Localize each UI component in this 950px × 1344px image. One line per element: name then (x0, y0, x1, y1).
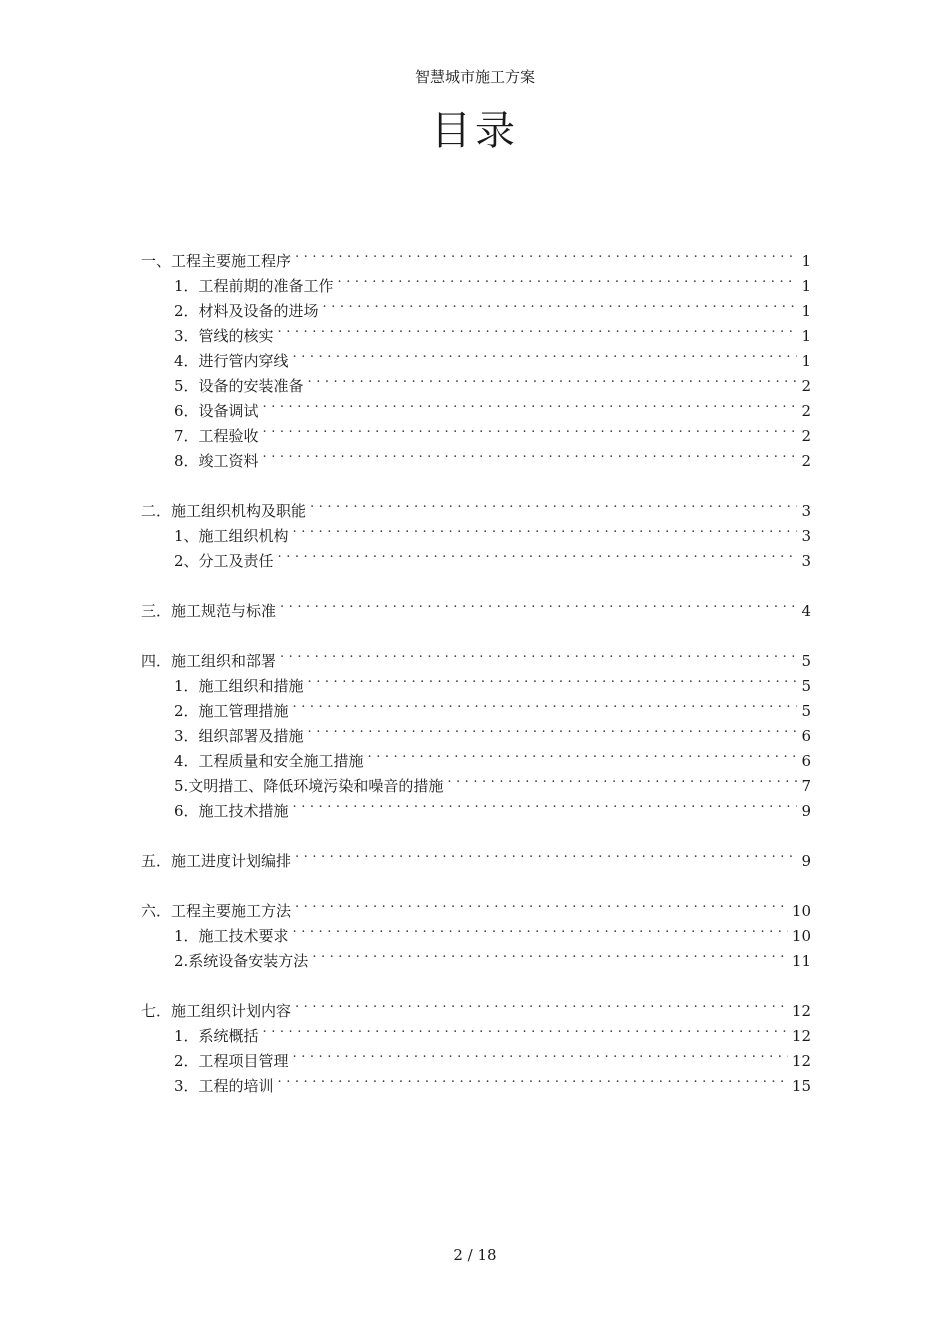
toc-entry-label: 2．施工管理措施 (174, 702, 289, 720)
dot-leader (293, 341, 797, 366)
toc-page-number: 3 (801, 502, 811, 520)
toc-section-heading[interactable] (141, 491, 811, 520)
toc-entry-label: 二．施工组织机构及职能 (141, 502, 307, 520)
toc-entry-label: 8．竣工资料 (174, 452, 259, 470)
dot-leader (310, 491, 797, 516)
dot-leader (338, 266, 797, 291)
toc-section (141, 591, 811, 620)
dot-leader (312, 941, 788, 966)
toc-page-number: 4 (801, 602, 811, 620)
toc-entry-label: 六．工程主要施工方法 (141, 902, 292, 920)
toc-page-number: 1 (801, 352, 811, 370)
toc-page-number: 5 (801, 652, 811, 670)
toc-section (141, 991, 811, 1095)
dot-leader (295, 891, 788, 916)
toc-section-heading[interactable] (141, 241, 811, 270)
toc-section (141, 641, 811, 820)
dot-leader (263, 416, 797, 441)
toc-entry-label: 1．施工技术要求 (174, 927, 289, 945)
toc-section (141, 841, 811, 870)
dot-leader (293, 691, 797, 716)
toc-entry-label: 3．组织部署及措施 (174, 727, 304, 745)
dot-leader (308, 366, 797, 391)
toc-page-number: 1 (801, 252, 811, 270)
toc-section (141, 491, 811, 570)
toc-entry-label: 4．工程质量和安全施工措施 (174, 752, 364, 770)
toc-entry-label: 2、分工及责任 (174, 552, 274, 570)
toc-entry-label: 2．材料及设备的进场 (174, 302, 319, 320)
toc-section-heading[interactable] (141, 991, 811, 1020)
toc-entry-label: 1．工程前期的准备工作 (174, 277, 334, 295)
toc-page-number: 2 (801, 427, 811, 445)
toc-page-number: 6 (801, 752, 811, 770)
toc-page-number: 5 (801, 677, 811, 695)
toc-page-number: 15 (791, 1077, 811, 1095)
toc-section-heading[interactable] (141, 891, 811, 920)
dot-leader (263, 391, 797, 416)
toc-page-number: 9 (801, 852, 811, 870)
toc-entry-label: 四．施工组织和部署 (141, 652, 277, 670)
toc-section (141, 241, 811, 470)
toc-entry-label: 5．设备的安装准备 (174, 377, 304, 395)
toc-page-number: 12 (791, 1027, 811, 1045)
dot-leader (280, 641, 797, 666)
dot-leader (263, 1016, 788, 1041)
toc-entry-label: 七．施工组织计划内容 (141, 1002, 292, 1020)
dot-leader (278, 541, 797, 566)
toc-entry-label: 5.文明措工、降低环境污染和噪音的措施 (174, 777, 444, 795)
dot-leader (293, 516, 797, 541)
dot-leader (295, 991, 788, 1016)
toc-entry-label: 3．工程的培训 (174, 1077, 274, 1095)
toc-page-number: 10 (791, 927, 811, 945)
toc-entry-label: 一、工程主要施工程序 (141, 252, 292, 270)
dot-leader (308, 716, 797, 741)
toc-entry-label: 6．设备调试 (174, 402, 259, 420)
toc-page-number: 10 (791, 902, 811, 920)
dot-leader (308, 666, 797, 691)
toc-page-number: 11 (791, 952, 811, 970)
toc-entry-label: 三．施工规范与标准 (141, 602, 277, 620)
toc-entry-label: 4．进行管内穿线 (174, 352, 289, 370)
dot-leader (368, 741, 797, 766)
dot-leader (295, 241, 797, 266)
toc-entry-label: 1、施工组织机构 (174, 527, 289, 545)
dot-leader (447, 766, 797, 791)
toc-page-number: 12 (791, 1002, 811, 1020)
dot-leader (278, 316, 797, 341)
toc-section-heading[interactable] (141, 641, 811, 670)
toc-entry-label: 2．工程项目管理 (174, 1052, 289, 1070)
dot-leader (278, 1066, 788, 1091)
toc-entry-label: 7．工程验收 (174, 427, 259, 445)
document-header: 智慧城市施工方案 (414, 68, 535, 86)
toc-page-number: 2 (801, 452, 811, 470)
dot-leader (293, 791, 797, 816)
toc-page-number: 5 (801, 702, 811, 720)
page-indicator: 2 / 18 (453, 1246, 497, 1264)
toc-page-number: 1 (801, 327, 811, 345)
toc-title: 目录 (431, 108, 519, 154)
toc-page-number: 2 (801, 402, 811, 420)
toc-entry-label: 6．施工技术措施 (174, 802, 289, 820)
toc-page-number: 7 (801, 777, 811, 795)
dot-leader (293, 1041, 788, 1066)
toc-entry-label: 1．施工组织和措施 (174, 677, 304, 695)
dot-leader (323, 291, 797, 316)
toc-page-number: 3 (801, 552, 811, 570)
toc-page-number: 9 (801, 802, 811, 820)
toc-section-heading[interactable] (141, 591, 811, 620)
dot-leader (293, 916, 788, 941)
toc-page-number: 12 (791, 1052, 811, 1070)
toc-entry-label: 1．系统概括 (174, 1027, 259, 1045)
toc-entry-label: 3．管线的核实 (174, 327, 274, 345)
toc-section (141, 891, 811, 970)
toc-section-heading[interactable] (141, 841, 811, 870)
toc-page-number: 3 (801, 527, 811, 545)
dot-leader (263, 441, 797, 466)
toc-page-number: 6 (801, 727, 811, 745)
dot-leader (280, 591, 797, 616)
toc-entry-label: 2.系统设备安装方法 (174, 952, 309, 970)
dot-leader (295, 841, 797, 866)
toc-page-number: 1 (801, 302, 811, 320)
table-of-contents (141, 241, 811, 1116)
toc-page-number: 2 (801, 377, 811, 395)
toc-entry-label: 五．施工进度计划编排 (141, 852, 292, 870)
toc-page-number: 1 (801, 277, 811, 295)
